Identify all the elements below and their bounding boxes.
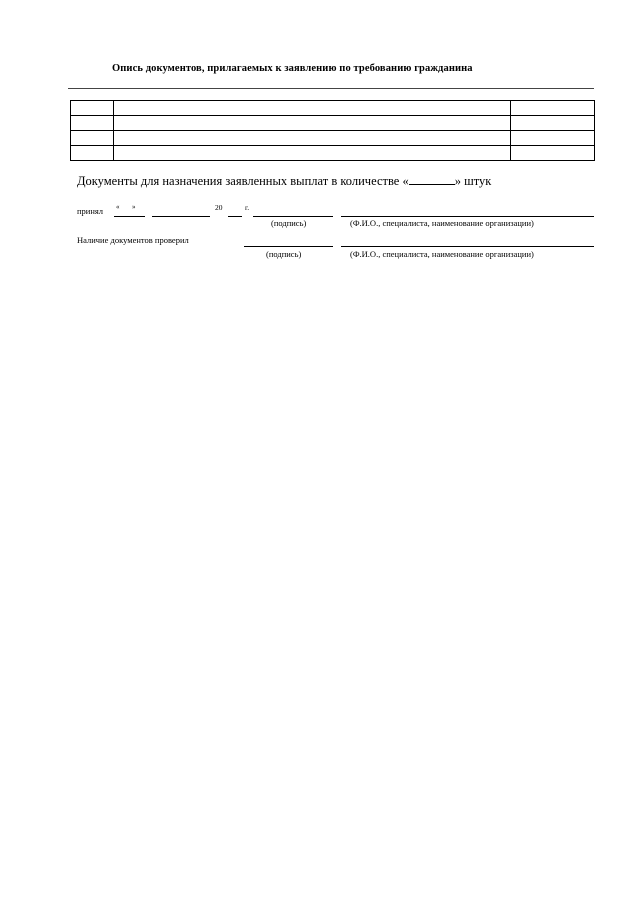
row-number-cell xyxy=(71,131,114,146)
year-prefix: 20 xyxy=(215,203,223,212)
table-row xyxy=(71,131,595,146)
day-blank xyxy=(114,216,145,217)
table-row xyxy=(71,116,595,131)
documents-count-suffix: » штук xyxy=(454,174,492,188)
accepted-name-caption: (Ф.И.О., специалиста, наименование организации) xyxy=(350,218,534,228)
month-blank xyxy=(152,216,210,217)
documents-count-prefix: Документы для назначения заявленных выплат в количестве « xyxy=(77,174,409,188)
checked-signature-caption: (подпись) xyxy=(266,249,302,259)
accepted-open-quote: « xyxy=(116,203,120,211)
accepted-signature-caption: (подпись) xyxy=(271,218,307,228)
accepted-label: принял xyxy=(77,206,104,216)
row-number-cell xyxy=(71,101,114,116)
table-row xyxy=(71,101,595,116)
row-number-cell xyxy=(71,146,114,161)
documents-table xyxy=(70,100,595,161)
document-name-cell xyxy=(114,131,511,146)
row-number-cell xyxy=(71,116,114,131)
document-count-cell xyxy=(511,131,595,146)
document-name-cell xyxy=(114,116,511,131)
checked-name-caption: (Ф.И.О., специалиста, наименование организации) xyxy=(350,249,534,259)
document-count-cell xyxy=(511,146,595,161)
document-name-cell xyxy=(114,146,511,161)
document-title: Опись документов, прилагаемых к заявлению по требованию гражданина xyxy=(112,63,473,74)
checked-signature-line xyxy=(244,246,333,247)
title-underline xyxy=(68,88,594,89)
table-row xyxy=(71,146,595,161)
accepted-close-quote: » xyxy=(132,203,136,211)
accepted-name-line xyxy=(341,216,594,217)
checked-label: Наличие документов проверил xyxy=(77,235,189,245)
year-suffix: г. xyxy=(245,203,250,212)
document-count-cell xyxy=(511,116,595,131)
documents-count-statement xyxy=(77,173,491,189)
accepted-signature-line xyxy=(253,216,333,217)
documents-count-blank xyxy=(409,173,455,185)
checked-name-line xyxy=(341,246,594,247)
year-blank xyxy=(228,216,242,217)
document-name-cell xyxy=(114,101,511,116)
document-count-cell xyxy=(511,101,595,116)
